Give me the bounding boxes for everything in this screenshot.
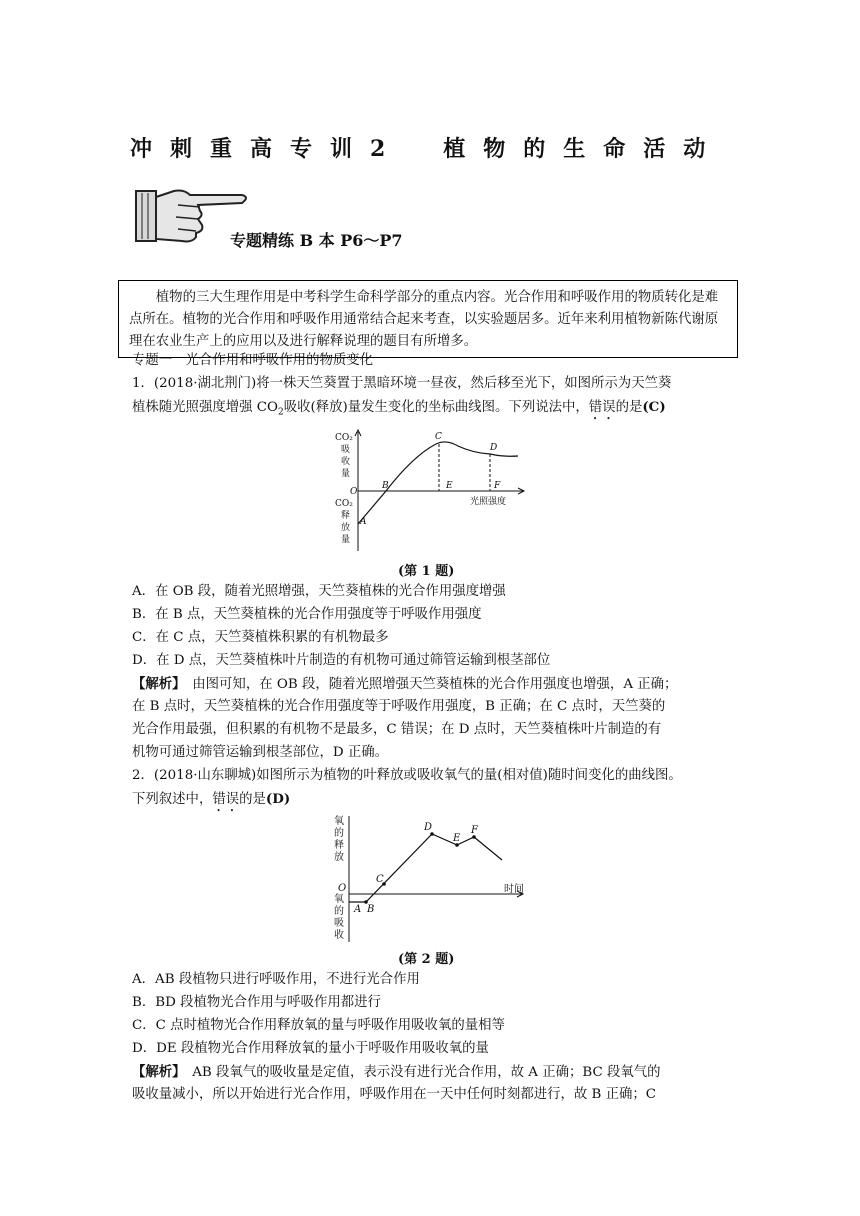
intro-box: 植物的三大生理作用是中考科学生命科学部分的重点内容。光合作用和呼吸作用的物质转化是难点所在。植物的光合作用和呼吸作用通常结合起来考查，以实验题居多。近年来利用植物新陈代谢原理在农业生产上的应用以及进行解释说理的题目有所增多。 (118, 280, 738, 358)
q1-analysis-line3: 光合作用最强，但积累的有机物不是最多，C 错误；在 D 点时，天竺葵植株叶片制造的有 (132, 722, 662, 737)
q1-chart (318, 426, 538, 556)
q2-chart (324, 812, 534, 947)
q2-ylabel-bottom-2: 吸 (334, 918, 344, 929)
q1-stem-line1: 1．(2018·湖北荆门)将一株天竺葵置于黑暗环境一昼夜，然后移至光下，如图所示为天竺葵 (132, 376, 672, 391)
q1-point-b: B (382, 481, 389, 491)
q2-wrong-emphasis: 错误 (212, 792, 240, 807)
q1-analysis-line4: 机物可通过筛管运输到根茎部位，D 正确。 (132, 745, 389, 760)
q2-ylabel-top-2: 释 (334, 840, 344, 851)
subtitle: 专题精练 B 本 P6～P7 (230, 231, 403, 250)
q2-stem-line1: 2．(2018·山东聊城)如图所示为植物的叶释放或吸收氧气的量(相对值)随时间变化的曲线图。 (132, 768, 682, 783)
q1-option-c: C．在 C 点，天竺葵植株积累的有机物最多 (132, 630, 389, 645)
q1-stem-line2: 植株随光照强度增强 $CO_2$吸收(释放)量发生变化的坐标曲线图。下列说法中，错误的是(C) (132, 399, 666, 418)
q1-ylabel-top-1: 吸 (341, 445, 351, 455)
q2-point-o: O (338, 883, 347, 894)
q1-point-f: F (494, 481, 501, 491)
q1-point-a: A (360, 517, 367, 527)
q1-caption: (第 1 题) (398, 564, 455, 579)
q2-point-d: D (424, 822, 433, 833)
q2-point-c: C (376, 874, 384, 885)
q1-point-c: C (435, 432, 442, 442)
q2-option-d: D．DE 段植物光合作用释放氧的量小于呼吸作用吸收氧的量 (132, 1041, 489, 1056)
q1-option-d: D．在 D 点，天竺葵植株叶片制造的有机物可通过筛管运输到根茎部位 (132, 653, 551, 668)
q2-ylabel-top-1: 的 (334, 828, 344, 839)
q2-stem-line2: 下列叙述中，错误的是(D) (132, 791, 291, 807)
q2-ylabel-bottom-0: 氧 (334, 894, 344, 905)
q2-ylabel-top-3: 放 (334, 852, 344, 863)
q1-ylabel-top-3: 量 (341, 469, 351, 479)
q2-ylabel-top-0: 氧 (334, 816, 344, 827)
q1-ylabel-top-2: 收 (341, 457, 351, 467)
q1-wrong-emphasis: 错误 (588, 400, 616, 415)
q1-ylabel-bottom-2: 放 (341, 523, 351, 533)
q1-ylabel-bottom-1: 释 (341, 511, 351, 521)
q2-xlabel: 时间 (504, 884, 524, 895)
q2-answer: (D) (265, 791, 291, 807)
q1-xlabel: 光照强度 (470, 497, 507, 507)
q2-option-c: C．C 点时植物光合作用释放氧的量与呼吸作用吸收氧的量相等 (132, 1018, 505, 1033)
q1-option-a: A．在 OB 段，随着光照增强，天竺葵植株的光合作用强度增强 (132, 584, 506, 599)
q2-point-a: A (354, 904, 362, 915)
section-heading: 专题一 光合作用和呼吸作用的物质变化 (132, 353, 374, 368)
q1-option-b: B．在 B 点，天竺葵植株的光合作用强度等于呼吸作用强度 (132, 607, 482, 622)
q1-answer: (C) (642, 399, 666, 415)
q1-ylabel-top-0: CO₂ (335, 433, 353, 443)
q2-point-e: E (453, 833, 461, 844)
q2-point-b: B (367, 904, 375, 915)
q1-analysis-line1: 【解析】 由图可知，在 OB 段，随着光照增强天竺葵植株的光合作用强度也增强，A 正确； (132, 676, 678, 692)
q2-ylabel-bottom-1: 的 (334, 906, 344, 917)
q2-curve (349, 834, 502, 902)
q1-point-d: D (490, 443, 498, 453)
page-title: 冲刺重高专训2 植物的生命活动 (130, 136, 724, 162)
q2-ylabel-bottom-3: 收 (334, 930, 344, 941)
q2-analysis-line2: 吸收量减小，所以开始进行光合作用，呼吸作用在一天中任何时刻都进行，故 B 正确；C (132, 1087, 657, 1102)
q1-point-o: O (350, 487, 358, 497)
q1-ylabel-bottom-3: 量 (341, 535, 351, 545)
q2-analysis-line1: 【解析】 AB 段氧气的吸收量是定值，表示没有进行光合作用，故 A 正确；BC 段氧气的 (132, 1064, 661, 1080)
q1-ylabel-bottom-0: CO₂ (335, 499, 353, 509)
q2-caption: (第 2 题) (398, 952, 455, 967)
q1-analysis-label: 【解析】 (132, 676, 179, 692)
q1-point-e: E (446, 481, 453, 491)
q1-analysis-line2: 在 B 点时，天竺葵植株的光合作用强度等于呼吸作用强度，B 正确；在 C 点时，天竺葵的 (132, 699, 666, 714)
q2-analysis-label: 【解析】 (132, 1064, 179, 1080)
q2-option-a: A．AB 段植物只进行呼吸作用，不进行光合作用 (132, 972, 420, 987)
q2-point-f: F (471, 825, 478, 836)
q2-option-b: B．BD 段植物光合作用与呼吸作用都进行 (132, 995, 381, 1010)
